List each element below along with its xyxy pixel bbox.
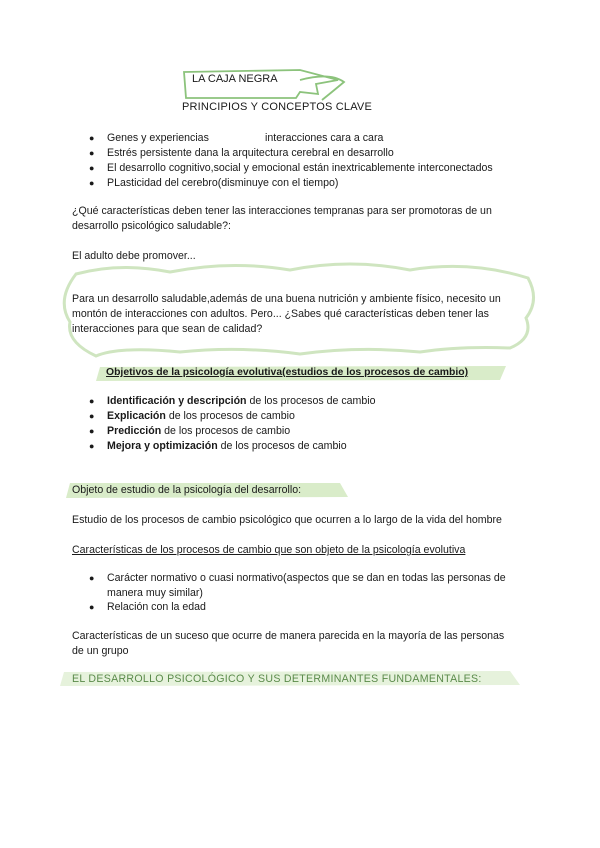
bullet: ● — [89, 163, 95, 173]
bullet-item: Genes y experiencias — [107, 132, 209, 144]
bullet: ● — [89, 573, 95, 583]
normative-text: Características de un suceso que ocurre de manera parecida en la mayoría de las personas — [72, 630, 505, 642]
bullet: ● — [89, 441, 95, 451]
bullet-item: interacciones cara a cara — [265, 132, 384, 144]
characteristic-item: Carácter normativo o cuasi normativo(aspectos que se dan en todas las personas de — [107, 572, 506, 584]
objectives-heading: Objetivos de la psicología evolutiva(estudios de los procesos de cambio) — [106, 367, 469, 378]
normative-text: de un grupo — [72, 645, 129, 657]
bullet: ● — [89, 602, 95, 612]
subtitle: PRINCIPIOS Y CONCEPTOS CLAVE — [182, 101, 373, 113]
bullet-item: El desarrollo cognitivo,social y emocional están inextricablemente interconectados — [107, 162, 493, 174]
bullet-item: Estrés persistente dana la arquitectura cerebral en desarrollo — [107, 147, 394, 159]
title: LA CAJA NEGRA — [192, 73, 278, 85]
objective-item: Explicación de los procesos de cambio — [107, 410, 295, 422]
characteristics-heading: Características de los procesos de cambio que son objeto de la psicología evolutiva — [72, 544, 466, 556]
objective-item: Mejora y optimización de los procesos de cambio — [107, 440, 347, 452]
characteristic-item: Relación con la edad — [107, 601, 206, 613]
cloud-text-line: interacciones para que sean de calidad? — [72, 323, 263, 335]
object-text: Estudio de los procesos de cambio psicológico que ocurren a lo largo de la vida del hombre — [72, 514, 502, 526]
bullet: ● — [89, 178, 95, 188]
adult-line: El adulto debe promover... — [72, 250, 196, 262]
objective-item: Identificación y descripción de los procesos de cambio — [107, 395, 376, 407]
question-line: ¿Qué características deben tener las interacciones tempranas para ser promotoras de un — [72, 205, 492, 217]
question-line: desarrollo psicológico saludable?: — [72, 220, 232, 232]
characteristic-item-cont: manera muy similar) — [107, 587, 203, 599]
bullet: ● — [89, 426, 95, 436]
bullet: ● — [89, 411, 95, 421]
object-heading: Objeto de estudio de la psicología del desarrollo: — [72, 484, 302, 496]
objective-item: Predicción de los procesos de cambio — [107, 425, 291, 437]
final-heading: EL DESARROLLO PSICOLÓGICO Y SUS DETERMINANTES FUNDAMENTALES: — [72, 673, 482, 685]
bullet-item: PLasticidad del cerebro(disminuye con el tiempo) — [107, 177, 339, 189]
cloud-text-line: montón de interacciones con adultos. Pero... ¿Sabes qué características deben tener las — [72, 308, 489, 320]
bullet: ● — [89, 133, 95, 143]
cloud-text-line: Para un desarrollo saludable,además de una buena nutrición y ambiente físico, necesito un — [72, 293, 501, 305]
bullet: ● — [89, 396, 95, 406]
bullet: ● — [89, 148, 95, 158]
